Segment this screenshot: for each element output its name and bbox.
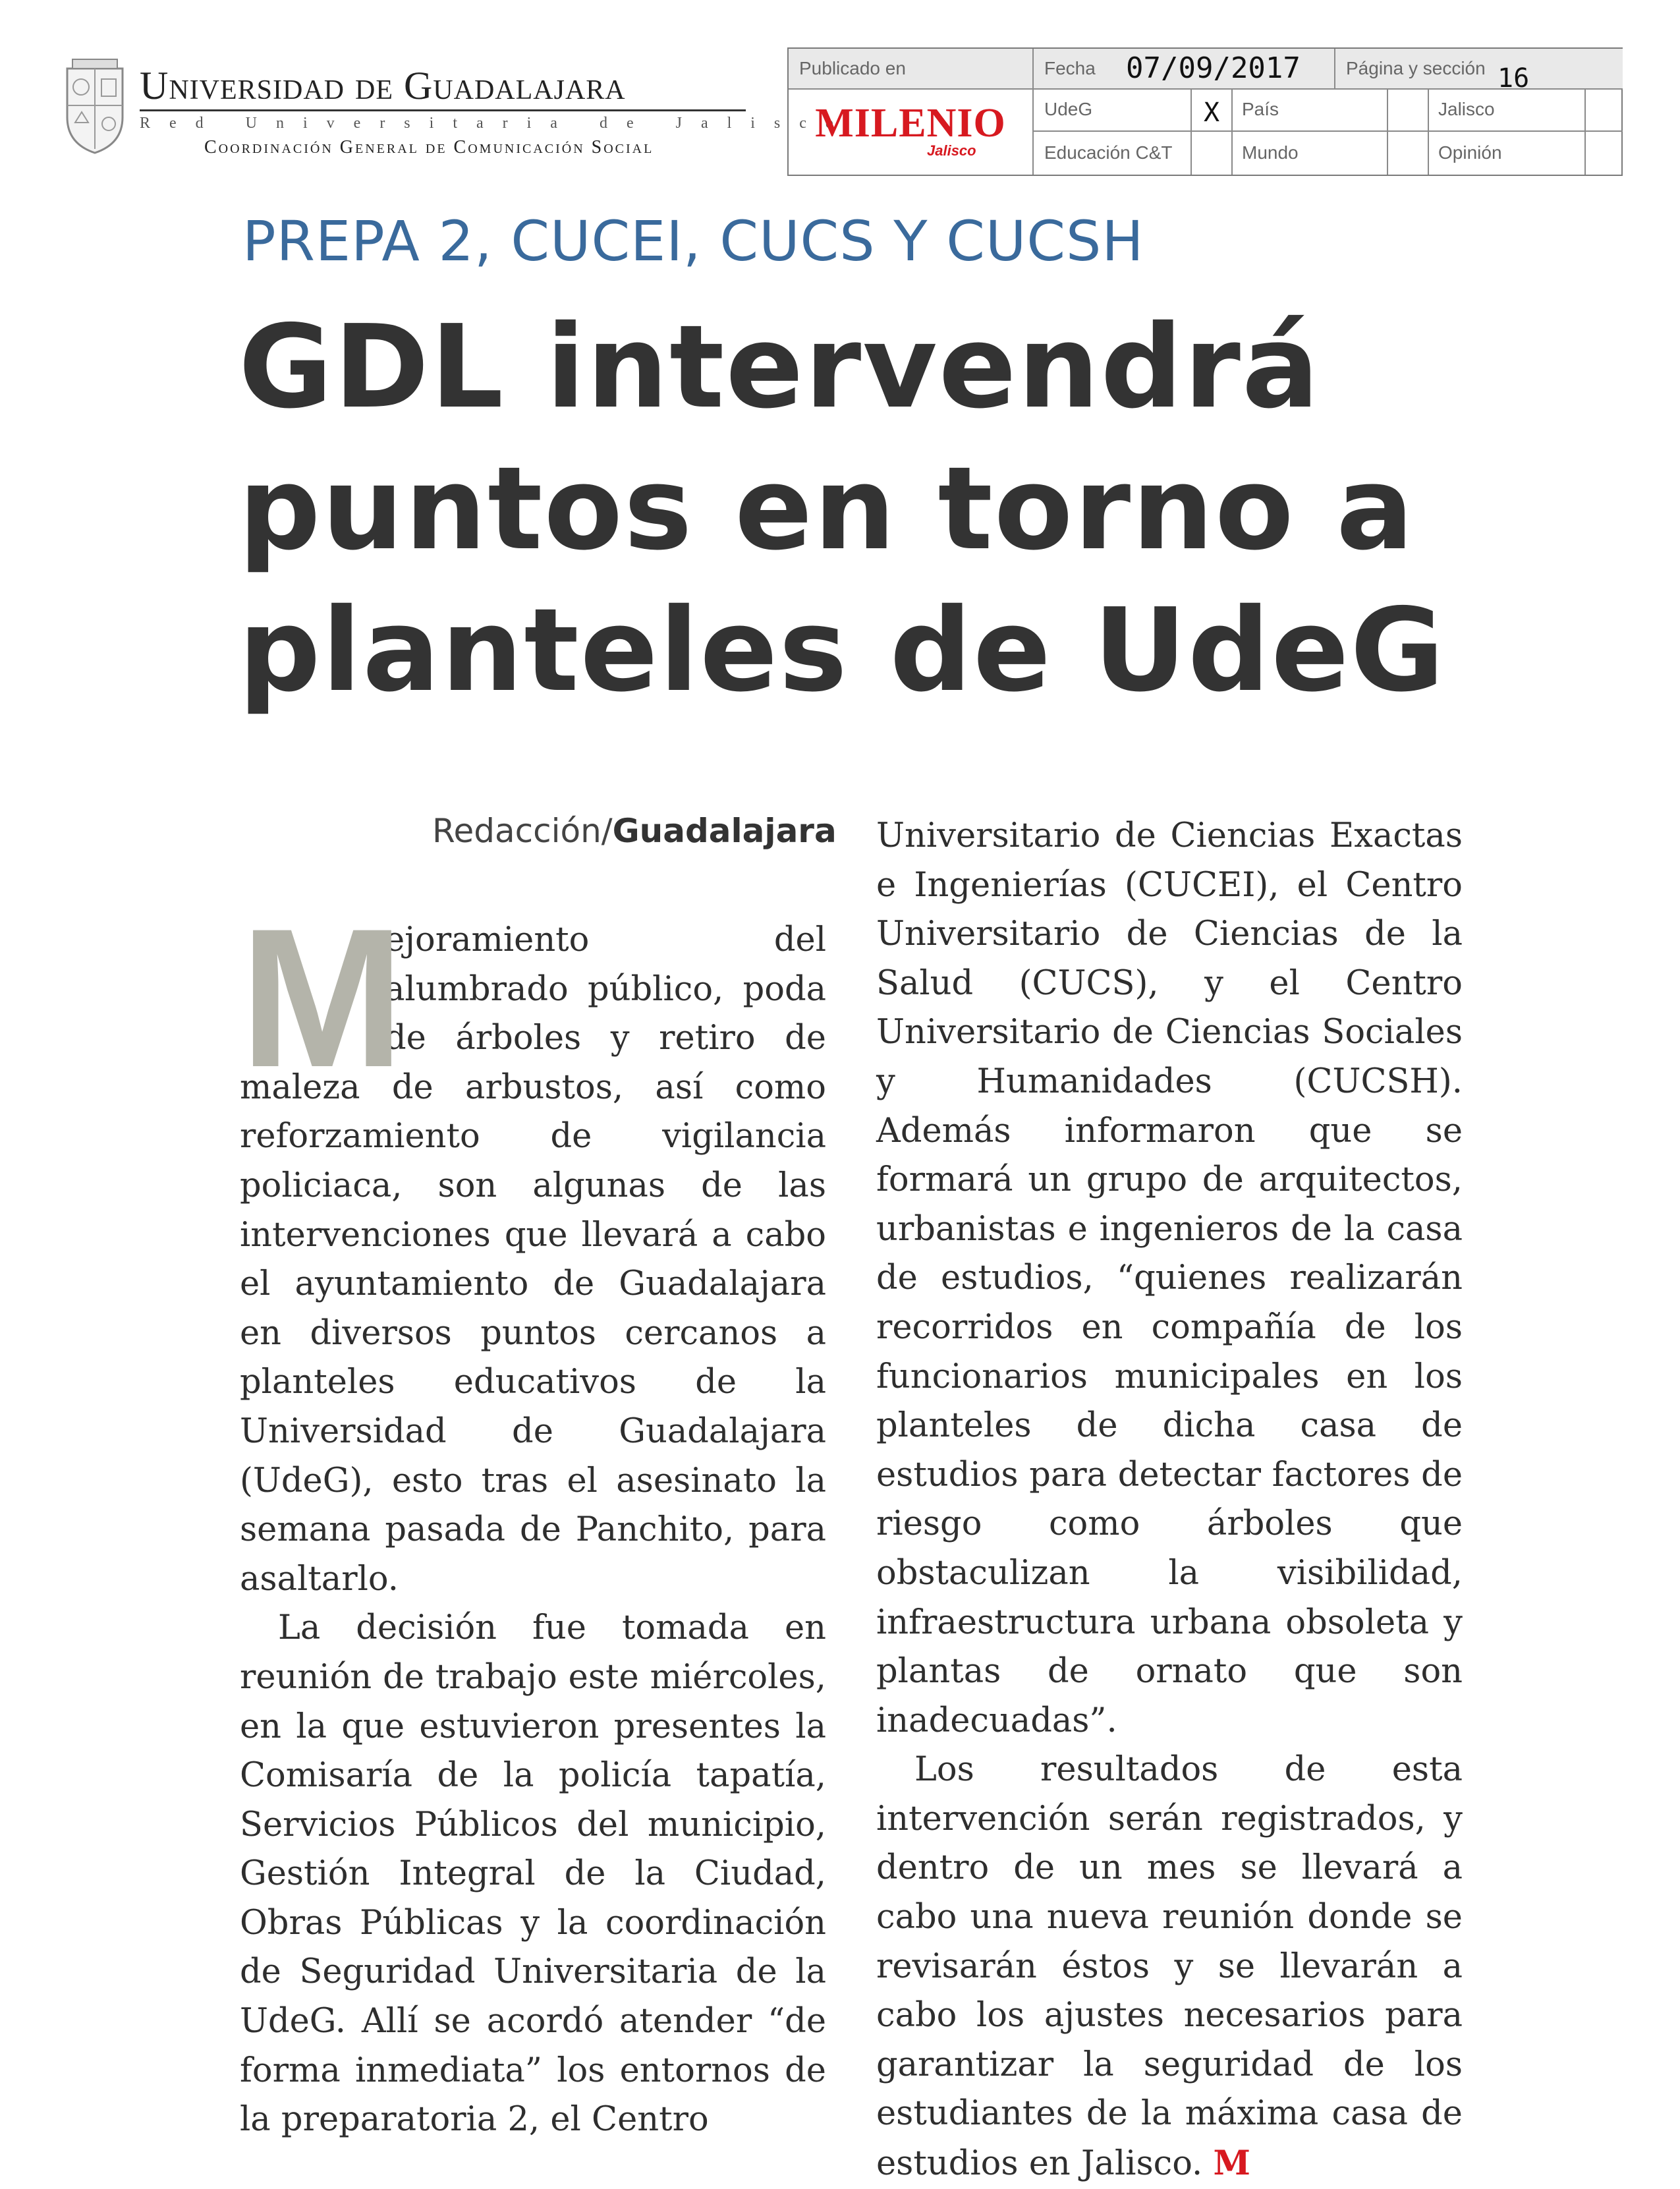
paragraph-2: La decisión fue tomada en reunión de trabajo este miércoles, en la que estuvieron presentes la Comisaría de la policía tapatía, Servicios Públicos del municipio, Gestión Integral de la Ciudad, Obras Públicas y la coordinación de Seguridad Universitaria de la UdeG. Allí se acordó atender “de forma inmediata” los entornos de la preparatoria 2, el Centro (240, 1608, 826, 2140)
publication-info-table (787, 47, 1623, 176)
newspaper-edition: Jalisco (927, 142, 976, 159)
jalisco-checkbox (1586, 90, 1623, 132)
section-udeg-cell (1034, 90, 1192, 132)
section-pais-label: País (1242, 99, 1279, 119)
published-in-label: Publicado en (799, 58, 906, 78)
header-divider (140, 109, 746, 111)
byline (432, 812, 837, 850)
paragraph-3: Universitario de Ciencias Exactas e Ingenierías (CUCEI), el Centro Universitario de Ciencias de la Salud (CUCS), y el Centro Universitario de Ciencias Sociales y Humanidades (CUCSH). Además informaron que se formará un grupo de arquitectos, urbanistas e ingenieros de la casa de estudios, “quienes realizarán recorridos en compañía de los funcionarios municipales en los planteles de dicha casa de estudios para detectar factores de riesgo como árboles que obstaculizan la visibilidad, infraestructura urbana obsoleta y plantas de ornato que son inadecuadas”. (876, 816, 1463, 1740)
section-educacion-cell (1034, 132, 1192, 175)
pais-checkbox (1388, 90, 1429, 132)
page-section-label: Página y sección (1346, 58, 1486, 78)
date-label: Fecha (1044, 58, 1096, 78)
educacion-checkbox (1192, 132, 1233, 175)
university-network: Red Universitaria de Jalisco (140, 115, 853, 132)
newspaper-name: MILENIO (815, 101, 1006, 146)
byline-place: Guadalajara (612, 812, 837, 850)
newspaper-logo-cell (789, 90, 1034, 175)
article-headline (238, 297, 1490, 722)
article-column-right (876, 812, 1463, 2189)
coordination-name: Coordinación General de Comunicación Social (204, 137, 654, 157)
section-mundo-label: Mundo (1242, 142, 1299, 163)
section-jalisco-label: Jalisco (1438, 99, 1495, 119)
page-value: 16 (1498, 63, 1530, 94)
section-opinion-label: Opinión (1438, 142, 1502, 163)
paragraph-4-text: Los resultados de esta intervención serán registrados, y dentro de un mes se llevará a cabo una nueva reunión donde se revisarán éstos y se llevarán a cabo los ajustes necesarios para garantizar la seguridad de los estudiantes de la máxima casa de estudios en Jalisco. (876, 1750, 1463, 2184)
drop-cap (240, 887, 401, 1108)
byline-prefix: Redacción/ (432, 812, 613, 850)
date-page-row (1034, 49, 1623, 94)
mundo-checkbox (1388, 132, 1429, 175)
article-kicker: PREPA 2, CUCEI, CUCS Y CUCSH (242, 209, 1144, 273)
headline-line-2: puntos en torno a (238, 442, 1415, 576)
paragraph-4 (876, 1746, 1463, 2188)
date-value: 07/09/2017 (1126, 51, 1301, 85)
end-mark-icon: M (1213, 2144, 1250, 2184)
section-pais-cell (1233, 90, 1388, 132)
udeg-checkbox (1192, 90, 1233, 132)
published-in-cell (789, 49, 1034, 90)
opinion-checkbox (1586, 132, 1623, 175)
university-seal-icon (58, 57, 132, 156)
paragraph-1: ejoramiento del alumbrado público, poda de árboles y retiro de maleza de arbustos, así como reforzamiento de vigilancia policiaca, son algunas de las intervenciones que llevará a cabo el ayuntamiento de Guadalajara en diversos puntos cercanos a planteles educativos de la Universidad de Guadalajara (UdeG), esto tras el asesinato la semana pasada de Panchito, para asaltarlo. (240, 921, 826, 1599)
milenio-logo (815, 101, 1013, 165)
headline-line-1: GDL intervendrá (238, 300, 1321, 434)
column-divider (1334, 49, 1335, 88)
drop-cap-letter: M (240, 887, 401, 1108)
section-jalisco-cell (1429, 90, 1586, 132)
udeg-mark: X (1204, 98, 1220, 128)
article-column-left (240, 887, 826, 2145)
section-opinion-cell (1429, 132, 1586, 175)
section-udeg-label: UdeG (1044, 99, 1093, 119)
headline-line-3: planteles de UdeG (238, 584, 1446, 718)
section-educacion-label: Educación C&T (1044, 142, 1173, 163)
section-mundo-cell (1233, 132, 1388, 175)
university-name: Universidad de Guadalajara (140, 64, 626, 107)
